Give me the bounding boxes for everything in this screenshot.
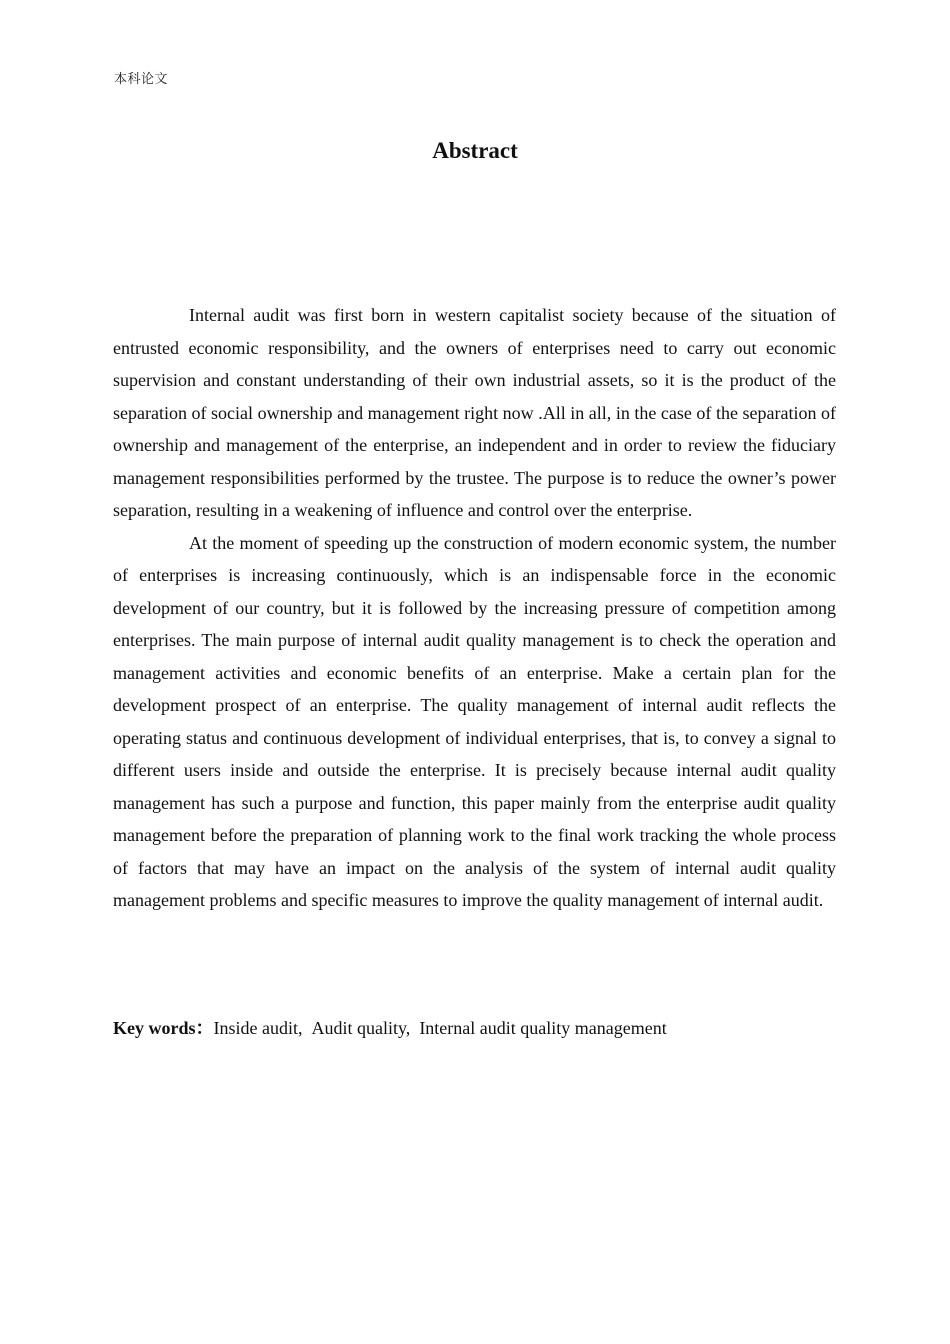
- keyword-2: Audit quality,: [311, 1018, 411, 1038]
- keyword-1: Inside audit,: [213, 1018, 303, 1038]
- abstract-body: [113, 299, 836, 917]
- running-header: 本科论文: [114, 72, 169, 87]
- keyword-3: Internal audit quality management: [419, 1018, 667, 1038]
- abstract-title: Abstract: [432, 138, 518, 163]
- keywords-label: Key words：: [113, 1018, 214, 1038]
- keywords-line: [113, 1013, 836, 1043]
- abstract-paragraph-1: Internal audit was first born in western capitalist society because of the situation of entrusted economic responsibility, and the owners of enterprises need to carry out economic supervision and constant understanding of their own industrial assets, so it is the product of the separation of social ownership and management right now .All in all, in the case of the separation of ownership and management of the enterprise, an independent and in order to review the fiduciary management responsibilities performed by the trustee. The purpose is to reduce the owner’s power separation, resulting in a weakening of influence and control over the enterprise.: [113, 305, 836, 520]
- abstract-paragraph-2: At the moment of speeding up the construction of modern economic system, the number of enterprises is increasing continuously, which is an indispensable force in the economic development of our country, but it is followed by the increasing pressure of competition among enterprises. The main purpose of internal audit quality management is to check the operation and management activities and economic benefits of an enterprise. Make a certain plan for the development prospect of an enterprise. The quality management of internal audit reflects the operating status and continuous development of individual enterprises, that is, to convey a signal to different users inside and outside the enterprise. It is precisely because internal audit quality management has such a purpose and function, this paper mainly from the enterprise audit quality management before the preparation of planning work to the final work tracking the whole process of factors that may have an impact on the analysis of the system of internal audit quality management problems and specific measures to improve the quality management of internal audit.: [113, 532, 836, 910]
